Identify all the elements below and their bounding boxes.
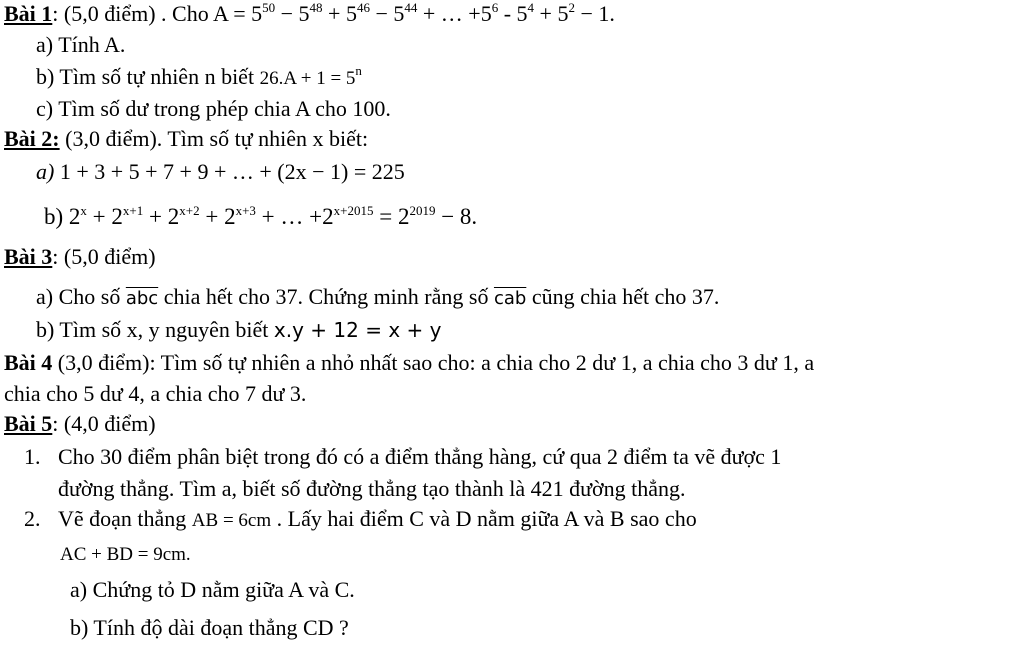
bai5-item1-num: 1.: [24, 444, 41, 469]
bai2-part-a-formula: 1 + 3 + 5 + 7 + 9 + … + (2x − 1) = 225: [54, 159, 405, 184]
bai2-rest: (3,0 điểm). Tìm số tự nhiên x biết:: [59, 126, 369, 151]
bai2-part-a-label: a): [36, 159, 55, 184]
bai2-label: Bài 2:: [4, 126, 60, 151]
bai5-heading: [4, 413, 156, 435]
bai2-part-b: [44, 205, 477, 228]
bai1-part-a: a) Tính A.: [36, 32, 126, 57]
bai2-part-a: [36, 161, 405, 183]
bai5-part-a: a) Chứng tỏ D nằm giữa A và C.: [70, 577, 355, 602]
bai3-part-a-pre: a) Cho số: [36, 284, 126, 309]
bai5-item2-line1: [58, 508, 697, 530]
bai5-item2-line2: AC + BD = 9cm.: [60, 544, 191, 565]
bai2-part-b-formula: $2^x + 2^{x+1} + 2^{x+2} + 2^{x+3}$ + … $+2^{x+2015} = 2^{2019} - 8$.: [68, 203, 478, 229]
bai2-part-b-label: b): [44, 204, 69, 229]
bai3-heading: [4, 246, 156, 268]
bai1-part-b: [36, 63, 362, 89]
bai1-part-b-text: b) Tìm số tự nhiên n biết: [36, 64, 260, 89]
bai1-part-c: c) Tìm số dư trong phép chia A cho 100.: [36, 96, 391, 121]
bai5-item2-formula: AB = 6cm: [191, 510, 272, 531]
bai4-line1: [4, 352, 814, 374]
bai3-part-b: [36, 319, 442, 341]
bai3-label: Bài 3: [4, 244, 53, 269]
bai5-item1-line2: đường thẳng. Tìm a, biết số đường thẳng tạo thành là 421 đường thẳng.: [58, 476, 686, 501]
bai3-part-a-post: cũng chia hết cho 37.: [526, 284, 720, 309]
bai3-rest: : (5,0 điểm): [52, 244, 156, 269]
bai3-abc-overline: $\overline{abc}$: [125, 288, 159, 309]
bai3-cab-overline: $\overline{cab}$: [493, 288, 527, 309]
bai4-label: Bài 4: [4, 350, 53, 375]
bai5-part-b: b) Tính độ dài đoạn thẳng CD ?: [70, 615, 349, 640]
bai4-line2: chia cho 5 dư 4, a chia cho 7 dư 3.: [4, 381, 307, 406]
bai5-item2-num: 2.: [24, 506, 41, 531]
bai4-text1: (3,0 điểm): Tìm số tự nhiên a nhỏ nhất sao cho: a chia cho 2 dư 1, a chia cho 3 dư 1, a: [52, 350, 815, 375]
bai3-part-a-mid: chia hết cho 37. Chứng minh rằng số: [158, 284, 494, 309]
bai1-part-b-formula: $26.A + 1 = 5^n$: [259, 63, 362, 89]
bai5-label: Bài 5: [4, 411, 53, 436]
bai3-part-b-formula: x.y + 12 = x + y: [273, 318, 442, 342]
bai1-label: Bài 1: [4, 1, 53, 26]
bai1-formula: $A = 5^{50} - 5^{48} + 5^{46} - 5^{44}$ + … $+5^6 - 5^4 + 5^2 - 1$.: [213, 0, 615, 26]
bai2-heading: [4, 128, 368, 150]
bai5-rest: : (4,0 điểm): [52, 411, 156, 436]
bai3-part-b-text: b) Tìm số x, y nguyên biết: [36, 317, 274, 342]
bai1-points: : (5,0 điểm) . Cho: [52, 1, 214, 26]
bai3-part-a: [36, 286, 719, 308]
bai1-heading: [4, 0, 615, 26]
bai5-item1-line1: Cho 30 điểm phân biệt trong đó có a điểm thẳng hàng, cứ qua 2 điểm ta vẽ được 1: [58, 444, 782, 469]
bai5-item2-pre: Vẽ đoạn thẳng: [58, 506, 192, 531]
bai5-item2-post: . Lấy hai điểm C và D nằm giữa A và B sao cho: [271, 506, 697, 531]
